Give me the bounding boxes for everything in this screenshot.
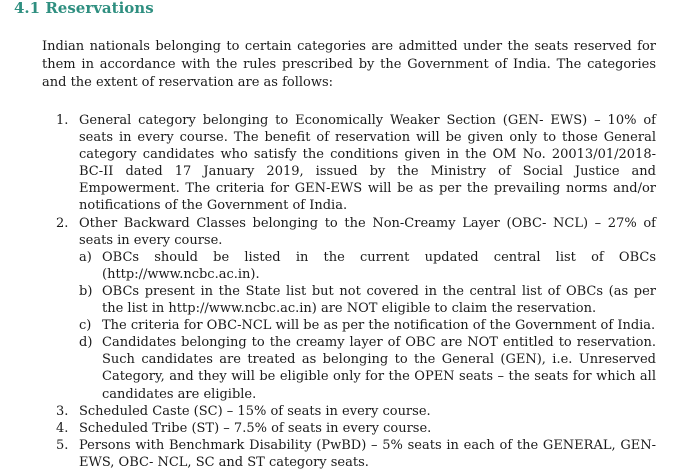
list-item-number: 3. <box>56 403 69 419</box>
obc-sub-list <box>79 249 656 403</box>
sub-item-d <box>79 334 656 402</box>
sub-item-text: OBCs should be listed in the current updated central list of OBCs (http://www.ncbc.ac.in). <box>102 249 656 282</box>
reservation-category-list <box>56 112 656 471</box>
list-item-sc <box>56 403 656 420</box>
sub-item-a <box>79 249 656 283</box>
list-item-number: 5. <box>56 437 69 453</box>
list-item-text: Persons with Benchmark Disability (PwBD) – 5% seats in each of the GENERAL, GEN-EWS, OBC- NCL, SC and ST category seats. <box>79 437 656 470</box>
list-item-text: General category belonging to Economically Weaker Section (GEN- EWS) – 10% of seats in every course. The benefit of reservation will be given only to those General category candidates who satisfy the conditions given in the OM No. 20013/01/2018-BC-II dated 17 January 2019, issued by the Ministry of Social Justice and Empowerment. The criteria for GEN-EWS will be as per the prevailing norms and/or notifications of the Government of India. <box>79 113 656 214</box>
sub-item-b <box>79 283 656 317</box>
list-item-text: Scheduled Caste (SC) – 15% of seats in every course. <box>79 403 431 419</box>
sub-item-text: OBCs present in the State list but not covered in the central list of OBCs (as per the list in http://www.ncbc.ac.in) are NOT eligible to claim the reservation. <box>102 283 656 317</box>
sub-item-letter: c) <box>79 318 92 334</box>
sub-item-letter: d) <box>79 335 93 351</box>
section-heading: 4.1 Reservations <box>14 0 154 17</box>
sub-item-letter: a) <box>79 249 92 265</box>
list-item-number: 1. <box>56 113 69 128</box>
sub-item-c <box>79 317 656 334</box>
list-item-text: Scheduled Tribe (ST) – 7.5% of seats in every course. <box>79 420 432 436</box>
list-item-text: Other Backward Classes belonging to the Non-Creamy Layer (OBC- NCL) – 27% of seats in every course. <box>79 215 656 248</box>
list-item-obc-ncl <box>56 215 656 403</box>
list-item-number: 4. <box>56 420 69 436</box>
sub-item-letter: b) <box>79 283 93 299</box>
sub-item-text: Candidates belonging to the creamy layer of OBC are NOT entitled to reservation. Such candidates are treated as belonging to the General (GEN), i.e. Unreserved Category, and they will be eligible only for the OPEN seats – the seats for which all candidates are eligible. <box>102 335 656 402</box>
list-item-st <box>56 420 656 437</box>
intro-paragraph: Indian nationals belonging to certain categories are admitted under the seats reserved for them in accordance with the rules prescribed by the Government of India. The categories and the extent of reservation are as follows: <box>42 39 656 91</box>
list-item-pwbd <box>56 437 656 471</box>
list-item-number: 2. <box>56 215 69 231</box>
sub-item-text: The criteria for OBC-NCL will be as per the notification of the Government of India. <box>102 318 656 334</box>
list-item-gen-ews <box>56 112 656 215</box>
